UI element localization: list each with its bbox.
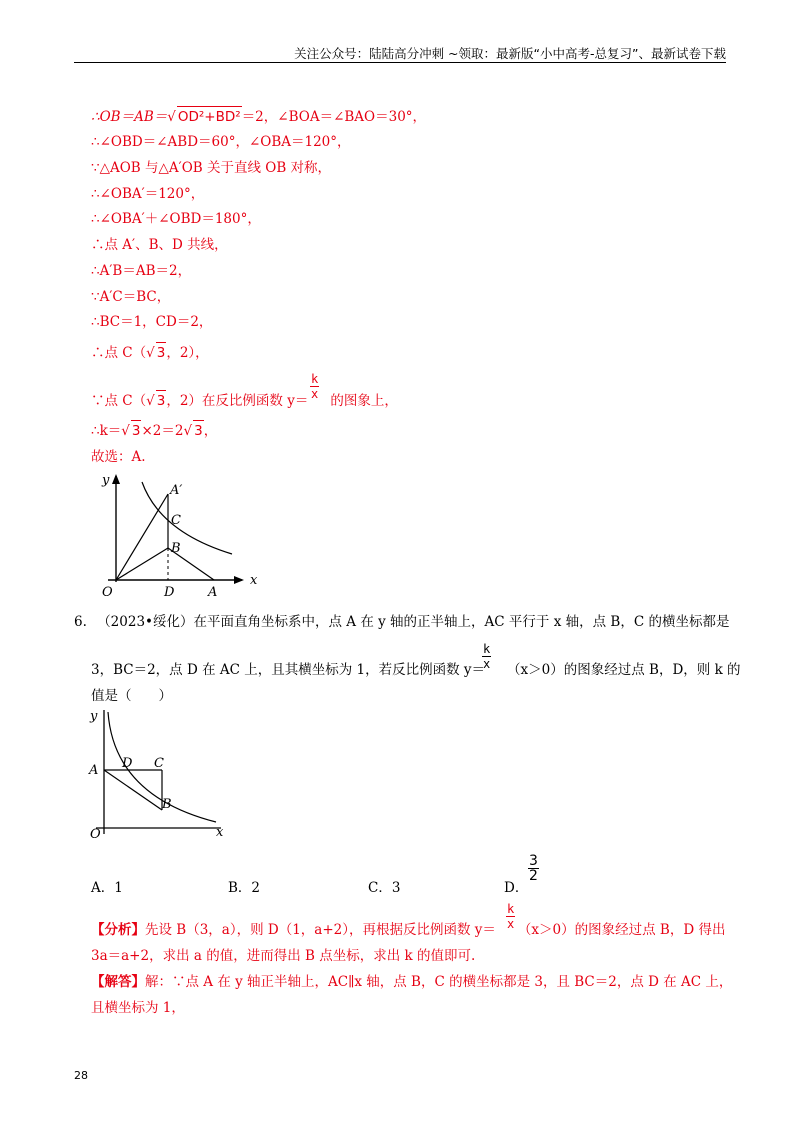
label-B: B	[171, 541, 181, 556]
segment-OA-prime	[116, 494, 168, 580]
hyperbola-curve	[142, 482, 232, 554]
label-x: x	[250, 573, 258, 588]
analysis-line-2: 3a＝a+2，求出 a 的值，进而得出 B 点坐标，求出 k 的值即可.	[91, 948, 476, 964]
label-O: O	[90, 827, 101, 842]
denominator: x	[311, 387, 319, 401]
numerator: k	[507, 902, 515, 916]
text: 3，BC＝2，点 D 在 AC 上，且其横坐标为 1，若反比例函数 y＝	[91, 662, 486, 678]
solution-line-2: ∴∠OBD＝∠ABD＝60°，∠OBA＝120°，	[91, 134, 351, 150]
text: ∵点 C（	[91, 393, 147, 409]
radical-sign: √	[183, 423, 193, 439]
figure-1	[90, 472, 260, 602]
radicand: 3	[193, 420, 204, 441]
fraction-k-over-x	[482, 642, 491, 671]
radical-sign: √	[146, 393, 155, 409]
denominator: x	[507, 917, 515, 931]
option-d-label: D．	[504, 880, 529, 896]
option-d-fraction	[528, 854, 539, 883]
radical-sign: √	[146, 345, 155, 361]
solution-line-3: ∵△AOB 与△A′OB 关于直线 OB 对称，	[91, 160, 332, 176]
label-D: D	[164, 585, 175, 600]
option-b[interactable]: B．2	[228, 880, 261, 896]
text: ×2＝2	[141, 423, 184, 439]
y-axis-arrow	[112, 474, 120, 484]
label-A: A	[208, 585, 218, 600]
label-O: O	[102, 585, 113, 600]
solution-line-7: ∴A′B＝AB＝2，	[91, 263, 192, 279]
solution-line-1	[91, 106, 426, 127]
page-header	[74, 40, 726, 63]
label-y: y	[102, 473, 110, 488]
denominator: 2	[529, 868, 538, 884]
solution-line-8: ∵A′C＝BC，	[91, 289, 171, 305]
question-6-line-1	[74, 612, 729, 632]
numerator: k	[483, 642, 491, 656]
fraction-k-over-x	[506, 902, 515, 931]
label-A: A	[89, 763, 99, 778]
label-D: D	[122, 756, 133, 771]
label-C: C	[171, 513, 181, 528]
answer-tag: 【解答】	[91, 974, 145, 990]
label-y: y	[90, 709, 98, 724]
label-C: C	[154, 756, 164, 771]
text: ，2）在反比例函数 y＝	[166, 393, 309, 409]
text: ，2），	[166, 345, 209, 361]
answer-line-1	[91, 972, 732, 992]
text: （x＞0）的图象经过点 B，D，则 k 的	[507, 662, 741, 678]
option-a[interactable]: A．1	[91, 880, 123, 896]
solution-line-12	[91, 420, 217, 441]
label-x: x	[216, 825, 224, 840]
text: ∴点 C（	[91, 345, 147, 361]
text: ∴OB＝AB＝	[91, 109, 168, 125]
text: ，	[203, 423, 218, 439]
denominator: x	[483, 657, 491, 671]
solution-line-10	[91, 342, 209, 363]
answer-line-2: 且横坐标为 1，	[91, 1000, 185, 1016]
solution-line-5: ∴∠OBA′＋∠OBD＝180°，	[91, 211, 261, 227]
question-text: （2023•绥化）在平面直角坐标系中，点 A 在 y 轴的正半轴上，AC 平行于 x 轴，点 B，C 的横坐标都是	[97, 614, 730, 630]
solution-line-6: ∴点 A′、B、D 共线，	[91, 237, 228, 253]
text: 的图象上，	[330, 393, 398, 409]
label-A-prime: A′	[170, 483, 183, 498]
analysis-tag: 【分析】	[91, 922, 145, 938]
numerator: k	[311, 372, 319, 386]
label-B: B	[162, 797, 172, 812]
text: 解：∵点 A 在 y 轴正半轴上，AC∥x 轴，点 B，C 的横坐标都是 3，且 BC＝2，点 D 在 AC 上，	[145, 974, 733, 990]
question-6-line-2	[91, 660, 741, 680]
text: ＝2，∠BOA＝∠BAO＝30°，	[241, 109, 427, 125]
radicand: 3	[131, 420, 142, 441]
text: （x＞0）的图象经过点 B，D 得出	[517, 922, 726, 938]
option-c[interactable]: C．3	[368, 880, 401, 896]
x-axis-arrow	[234, 576, 244, 584]
page-number: 28	[74, 1069, 88, 1082]
radicand: 3	[156, 342, 167, 363]
option-d[interactable]	[504, 876, 528, 896]
question-number: 6.	[74, 614, 87, 630]
text: ∴k＝	[91, 423, 122, 439]
solution-line-13: 故选：A.	[91, 449, 146, 465]
header-text: 关注公众号：陆陆高分冲刺 ~领取：最新版“小中高考-总复习”、最新试卷下载	[294, 46, 726, 61]
question-6-line-3: 值是（ ）	[91, 688, 172, 704]
numerator: 3	[529, 853, 538, 869]
radicand: 3	[156, 390, 167, 411]
radical-sign: √	[167, 109, 176, 125]
figure-2	[86, 704, 236, 844]
solution-line-11	[91, 390, 398, 411]
text: 先设 B（3，a），则 D（1，a+2），再根据反比例函数 y＝	[145, 922, 496, 938]
solution-line-4: ∴∠OBA′＝120°，	[91, 186, 205, 202]
segment-OB	[116, 548, 168, 580]
radical-sign: √	[121, 423, 130, 439]
solution-line-9: ∴BC＝1，CD＝2，	[91, 314, 213, 330]
analysis-line-1	[91, 920, 725, 940]
fraction-k-over-x	[310, 372, 319, 401]
radicand: OD²+BD²	[177, 106, 242, 127]
